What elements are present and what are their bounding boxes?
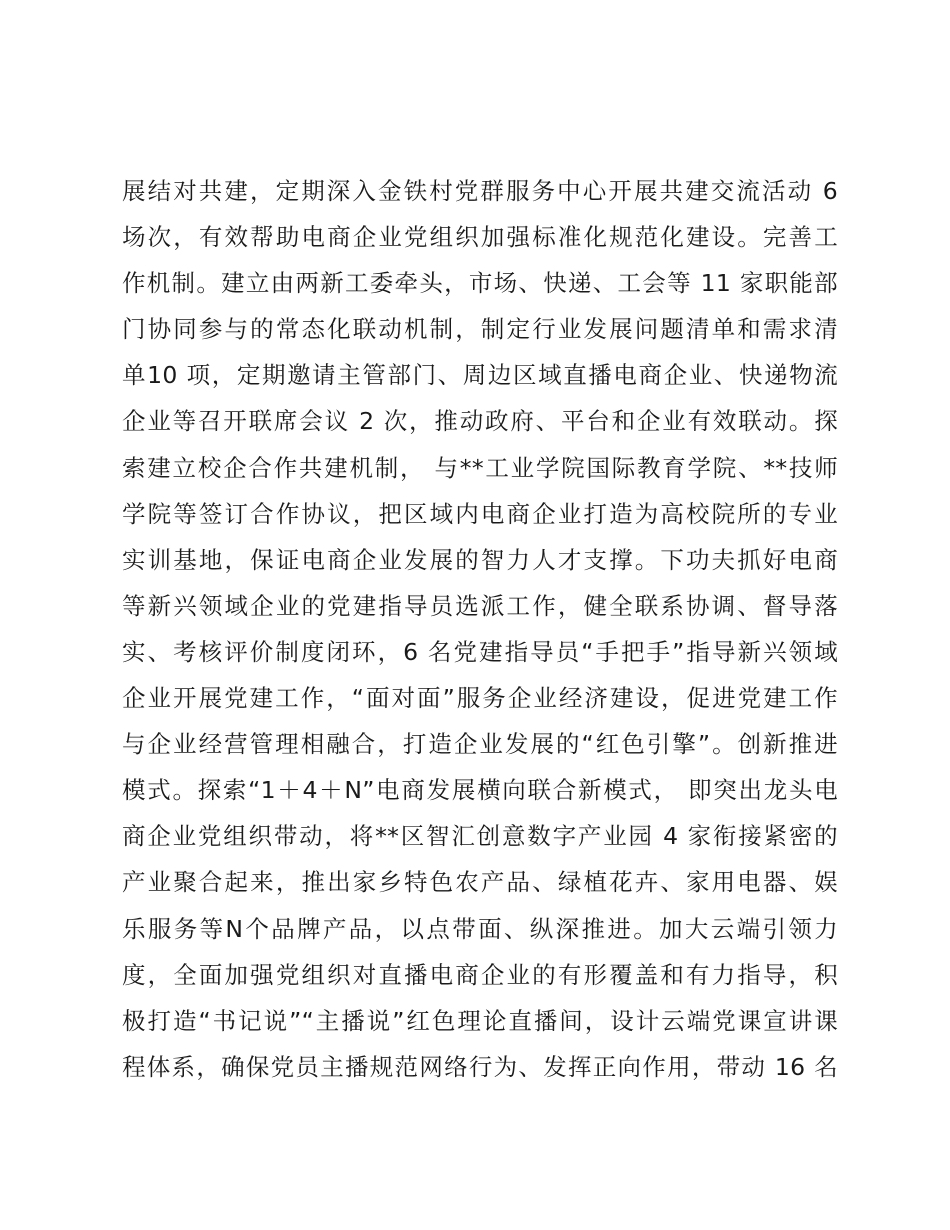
text-line-20: 程体系，确保党员主播规范网络行为、发挥正向作用，带动 16 名	[122, 1052, 838, 1081]
text-line-4: 门协同参与的常态化联动机制，制定行业发展问题清单和需求清	[122, 315, 838, 344]
text-line-14: 模式。探索“1＋4＋N”电商发展横向联合新模式， 即突出龙头电	[122, 776, 838, 805]
text-line-8: 学院等签订合作协议，把区域内电商企业打造为高校院所的专业	[122, 499, 838, 528]
text-line-1: 展结对共建，定期深入金铁村党群服务中心开展共建交流活动 6	[122, 177, 838, 205]
text-line-3: 作机制。建立由两新工委牵头，市场、快递、工会等 11 家职能部	[122, 269, 838, 298]
text-line-16: 产业聚合起来，推出家乡特色农产品、绿植花卉、家用电器、娱	[122, 868, 838, 897]
text-line-17: 乐服务等N个品牌产品，以点带面、纵深推进。加大云端引领力	[122, 914, 838, 943]
text-line-7: 索建立校企合作共建机制， 与**工业学院国际教育学院、**技师	[122, 453, 838, 482]
text-line-19: 极打造“书记说”“主播说”红色理论直播间，设计云端党课宣讲课	[122, 1006, 838, 1035]
text-line-11: 实、考核评价制度闭环，6 名党建指导员“手把手”指导新兴领域	[122, 637, 838, 666]
text-line-5: 单10 项，定期邀请主管部门、周边区域直播电商企业、快递物流	[122, 361, 838, 390]
text-line-2: 场次，有效帮助电商企业党组织加强标准化规范化建设。完善工	[122, 223, 838, 252]
text-line-18: 度，全面加强党组织对直播电商企业的有形覆盖和有力指导，积	[122, 960, 838, 989]
body-text	[122, 168, 838, 1090]
text-line-15: 商企业党组织带动，将**区智汇创意数字产业园 4 家衔接紧密的	[122, 822, 838, 851]
text-line-10: 等新兴领域企业的党建指导员选派工作，健全联系协调、督导落	[122, 591, 838, 620]
text-line-12: 企业开展党建工作，“面对面”服务企业经济建设，促进党建工作	[122, 684, 838, 713]
text-line-9: 实训基地，保证电商企业发展的智力人才支撑。下功夫抓好电商	[122, 545, 838, 574]
text-line-13: 与企业经营管理相融合，打造企业发展的“红色引擎”。创新推进	[122, 730, 838, 759]
text-line-6: 企业等召开联席会议 2 次，推动政府、平台和企业有效联动。探	[122, 407, 838, 436]
